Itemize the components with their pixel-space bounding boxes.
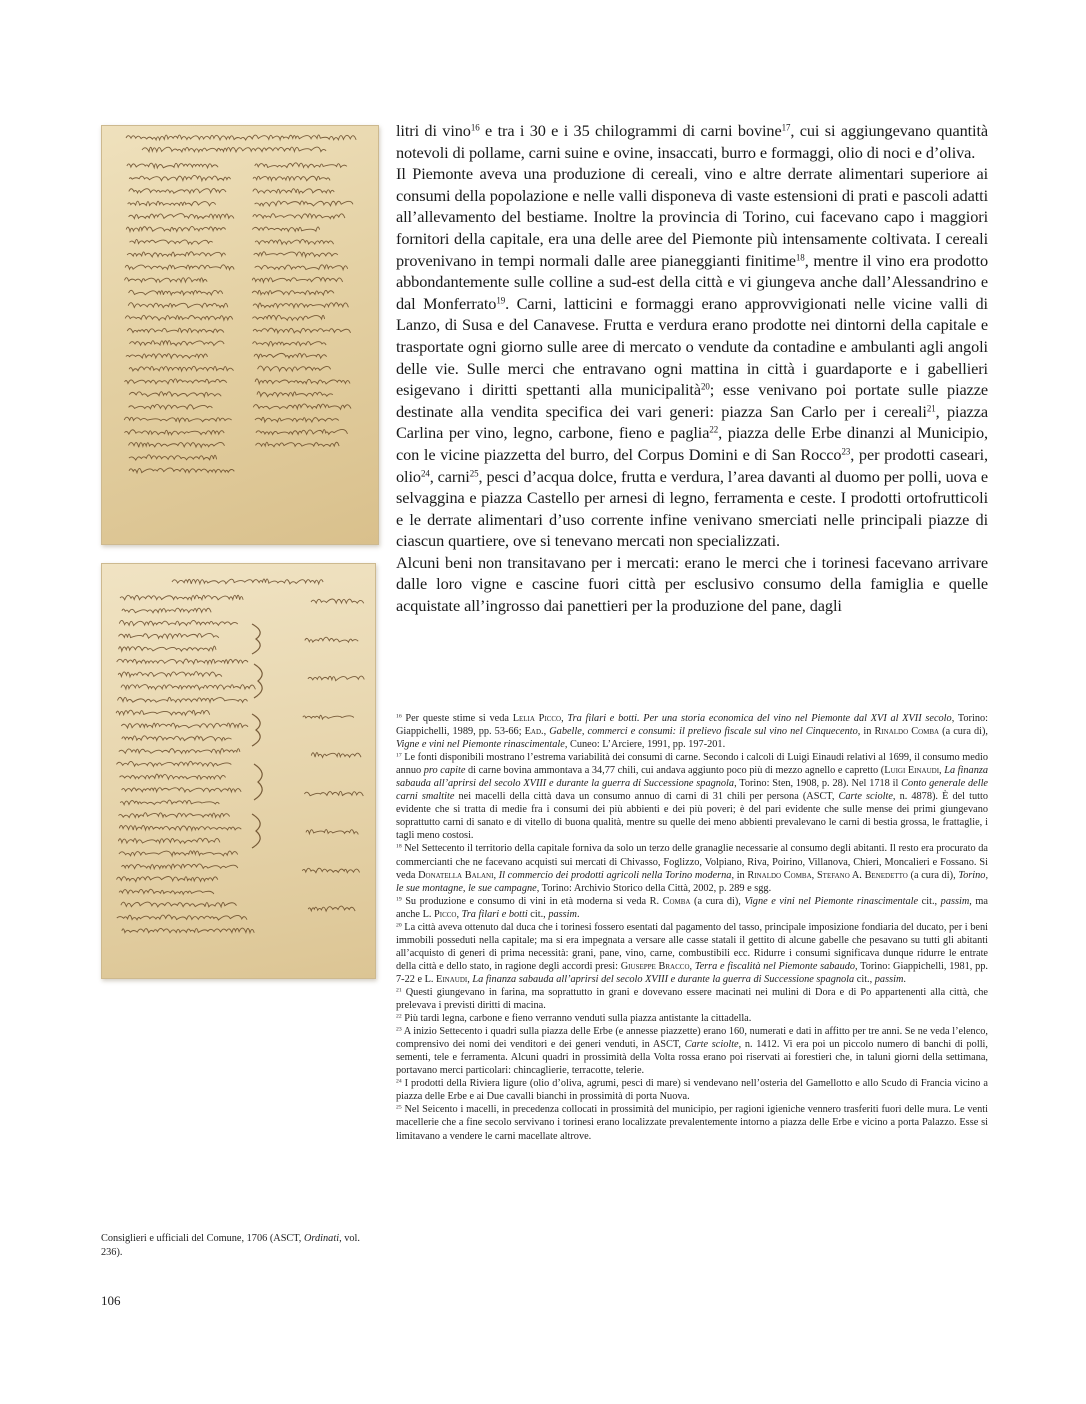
- footnote-19: $^{19}$ Su produzione e consumo di vini in età moderna si veda R. Comba (a cura di), Vigne e vini nel Piemonte rinascimentale cit., passim, ma anche L. Picco, Tra filari e botti cit., passim.: [396, 895, 988, 920]
- figure-caption: Consiglieri e ufficiali del Comune, 1706 (ASCT, Ordinati, vol. 236).: [101, 1233, 360, 1258]
- paragraph: litri di vino$^{16}$ e tra i 30 e i 35 chilogrammi di carni bovine$^{17}$, cui si aggiungevano quantità notevoli di pollame, carni suine e ovine, insaccati, burro e formaggi, olio di noci e d’oliva.: [396, 121, 989, 162]
- page-number: 106: [101, 1293, 121, 1308]
- footnote-24: $^{24}$ I prodotti della Riviera ligure (olio d’oliva, agrumi, pesci di mare) si vendevano nell’osteria del Gamellotto e allo Scudo di Francia vicino a piazza delle Erbe e ai Due cavalli bianchi in prossimità di porta Nuova.: [396, 1078, 988, 1103]
- footnote-20: $^{20}$ La città aveva ottenuto dal duca che i torinesi fossero esentati dal pagamento del tasso, principale imposizione fondiaria del ducato, per i beni immobili posseduti nella capitale; ma si era impegnata a versare alle casse statali il gettito di alcune gabelle che pesavano su tutti gli abitanti all’acquisto di generi di prima necessità: grani, pane, vino, carne, combustibili ecc. Ridurre i consumi significava dunque ridurre le entrate della città e dello stato, in ragione degli accordi presi: Giuseppe Bracco, Terra e fiscalità nel Piemonte sabaudo, Torino: Giappichelli, 1981, pp. 7-22 e L. Einaudi, La finanza sabauda all’aprirsi del secolo XVIII e durante la guerra di Successione spagnola cit., passim.: [396, 921, 988, 985]
- footnote-22: $^{22}$ Più tardi legna, carbone e fieno verranno venduti sulla piazza antistante la cittadella.: [396, 1013, 752, 1025]
- footnote-25: $^{25}$ Nel Seicento i macelli, in precedenza collocati in prossimità del municipio, per ragioni igieniche vennero trasferiti fuori delle mura. Le venti macellerie che a fine secolo servivano i torinesi erano localizzate prevalentemente intorno a piazza delle Erbe e vicino a porta Palazzo. Esse si limitavano a vendere le carni macellate altrove.: [396, 1104, 988, 1142]
- manuscript-ink-bottom: [102, 564, 375, 978]
- manuscript-image-top: [101, 125, 379, 545]
- footnote-16: $^{16}$ Per queste stime si veda Lelia Picco, Tra filari e botti. Per una storia economica del vino nel Piemonte dal XVI al XVII secolo, Torino: Giappichelli, 1989, pp. 53-66; Ead., Gabelle, commerci e consumi: il prelievo fiscale sul vino nel Cinquecento, in Rinaldo Comba (a cura di), Vigne e vini nel Piemonte rinascimentale, Cuneo: L’Arciere, 1991, pp. 197-201.: [396, 713, 988, 751]
- manuscript-image-bottom: [101, 563, 376, 979]
- body-text: [396, 120, 988, 617]
- paragraph: Il Piemonte aveva una produzione di cereali, vino e altre derrate alimentari superiore ai consumi della popolazione e nelle valli disponeva di vaste estensioni di prati e pascoli adatti all’allevamento del bestiame. Inoltre la provincia di Torino, cui facevano capo i maggiori fornitori della capitale, era una delle aree del Piemonte più intensamente coltivata. I cereali provenivano in tempi normali dalle aree pianeggianti finitime$^{18}$, mentre il vino era prodotto abbondantemente sulle colline a sud-est della città e vi giungeva anche dall’Alessandrino e dal Monferrato$^{19}$. Carni, latticini e formaggi erano approvvigionati nelle vicine valli di Lanzo, di Susa e del Canavese. Frutta e verdura erano prodotte nei dintorni della capitale e trasportate ogni giorno sulle aree di mercato o vendute da contadine e ambulanti agli angoli delle vie. Sulle merci che entravano ogni mattina in città i guardaporte e i gabellieri esigevano i diritti spettanti alla municipalità$^{20}$; esse venivano poi portate sulle piazze destinate alla vendita specifica dei vari generi: piazza San Carlo per i cereali$^{21}$, piazza Carlina per vino, legno, carbone, fieno e paglia$^{22}$, piazza delle Erbe dinanzi al Municipio, con le vicine piazzetta del burro, del Corpus Domini e di San Rocco$^{23}$, per prodotti caseari, olio$^{24}$, carni$^{25}$, pesci d’acqua dolce, frutta e verdura, l’area davanti al duomo per polli, uova e selvaggina e piazza Castello per arnesi di legno, ferramenta e ceste. I prodotti ortofrutticoli e le derrate alimentari d’uso corrente infine venivano smerciati nelle principali piazze di ciascun quartiere, ove si tenevano mercati non specializzati.: [396, 164, 989, 551]
- footnote-17: $^{17}$ Le fonti disponibili mostrano l’estrema variabilità dei consumi di carne. Secondo i calcoli di Luigi Einaudi relativi al 1699, il consumo medio annuo pro capite di carne bovina ammontava a 34,77 chili, cui andava aggiunto poco più di mezzo agnello e capretto (Luigi Einaudi, La finanza sabauda all’aprirsi del secolo XVIII e durante la guerra di Successione spagnola, Torino: Sten, 1908, p. 28). Nel 1718 il Conto generale delle carni smaltite nei macelli della città dava un consumo annuo di carni di 31 chili per persona (ASCT, Carte sciolte, n. 4878). È del tutto evidente che si tratta di medie fra i consumi dei più abbienti e dei più poveri; è del pari evidente che sulle mense dei primi giungevano soprattutto carni di sanato e di vitello di buona qualità, mentre su quelle dei meno abbienti prevalevano le carni di bestia grossa, le frattaglie, i tagli meno costosi.: [396, 752, 989, 842]
- manuscript-ink-top: [102, 126, 378, 544]
- footnote-18: $^{18}$ Nel Settecento il territorio della capitale forniva da solo un terzo delle granaglie necessarie al consumo degli abitanti. Il resto era procurato da commercianti che ne facevano acquisti sui mercati di Chivasso, Foglizzo, Volpiano, Riva, Poirino, Villanova, Chieri, Moncalieri e Fossano. Si veda Donatella Balani, Il commercio dei prodotti agricoli nella Torino moderna, in Rinaldo Comba, Stefano A. Benedetto (a cura di), Torino, le sue montagne, le sue campagne, Torino: Archivio Storico della Città, 2002, p. 289 e sgg.: [396, 843, 989, 894]
- footnote-23: $^{23}$ A inizio Settecento i quadri sulla piazza delle Erbe (e annesse piazzette) erano 160, numerati e dati in affitto per tre anni. Se ne veda l’elenco, comprensivo dei nomi dei venditori e dei generi venduti, in ASCT, Carte sciolte, n. 1412. Vi era poi un piccolo numero di banchi di polli, sementi, tele e ferramenta. Alcuni quadri in prossimità della Volta rossa erano poi riservati ai forestieri che, in taluni giorni della settimana, portavano merci particolari: chincaglierie, terracotte, telerie.: [396, 1026, 988, 1077]
- footnotes: [396, 712, 988, 1143]
- footnote-21: $^{21}$ Questi giungevano in farina, ma soprattutto in grani e dovevano essere macinati nei mulini di Dora e di Po appartenenti alla città, che prelevava i previsti diritti di macina.: [396, 986, 988, 1012]
- paragraph: Alcuni beni non transitavano per i mercati: erano le merci che i torinesi facevano arrivare dalle loro vigne e cascine fuori città per esclusivo consumo della famiglia e quelle acquistate all’ingrosso dai panettieri per la produzione del pane, dagli: [396, 552, 988, 616]
